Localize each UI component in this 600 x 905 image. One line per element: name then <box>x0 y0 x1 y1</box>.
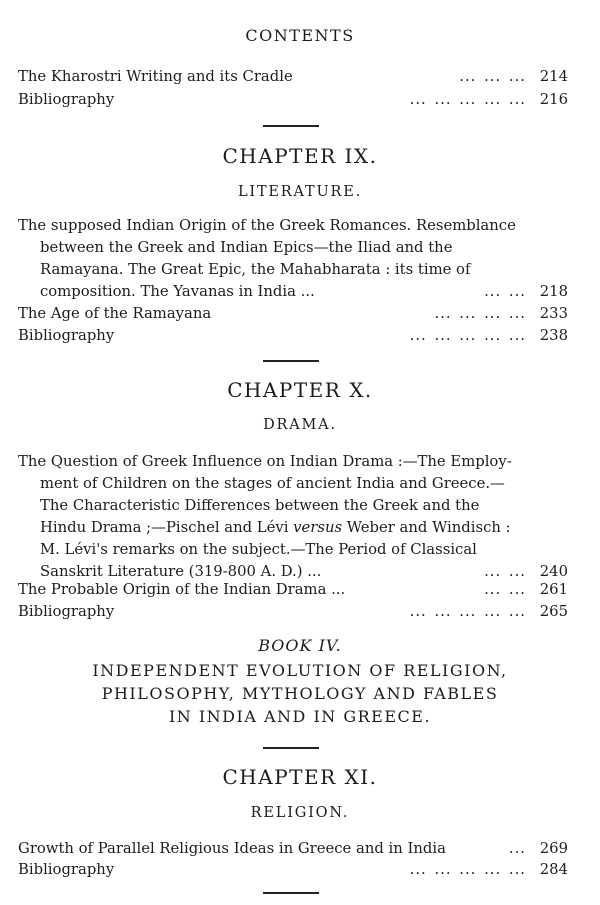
page-number: 233 <box>539 305 568 322</box>
book-iv-title-line: IN INDIA AND IN GREECE. <box>168 707 432 726</box>
entry-title: Bibliography <box>18 603 115 620</box>
entry-title: Bibliography <box>18 91 115 108</box>
page-number: 261 <box>539 581 568 598</box>
entry-title: Bibliography <box>18 861 115 878</box>
leader-dots: ... <box>508 840 526 857</box>
leader-dots: ... ... ... ... ... <box>409 861 526 878</box>
entry-title: Growth of Parallel Religious Ideas in Greece and in India <box>18 840 446 857</box>
toc-entry-parallel-religious-ideas[interactable] <box>18 838 568 860</box>
chapter-ix-heading: CHAPTER IX. <box>222 144 378 168</box>
toc-entry-kharostri[interactable] <box>18 66 568 88</box>
book-iv-label: BOOK IV. <box>258 636 342 655</box>
entry-title: composition. The Yavanas in India ... <box>40 283 315 300</box>
entry-text-line: Ramayana. The Great Epic, the Mahabharata : its time of <box>40 261 471 278</box>
chapter-ix-subheading: LITERATURE. <box>237 184 362 200</box>
leader-dots: ... ... <box>484 581 526 598</box>
page-number: 238 <box>539 327 568 344</box>
chapter-x-heading: CHAPTER X. <box>227 378 373 402</box>
chapter-x-subheading: DRAMA. <box>263 417 337 433</box>
page-number: 240 <box>539 563 568 580</box>
entry-title: Bibliography <box>18 327 115 344</box>
leader-dots: ... ... ... ... <box>434 305 526 322</box>
page-number: 218 <box>539 283 568 300</box>
entry-text-line: Hindu Drama ;—Pischel and Lévi versus Weber and Windisch : <box>40 519 511 536</box>
page-number: 265 <box>539 603 568 620</box>
entry-title: The Age of the Ramayana <box>18 305 212 322</box>
page-number: 269 <box>539 840 568 857</box>
chapter-xi-subheading: RELIGION. <box>250 805 350 821</box>
entry-text-line: between the Greek and Indian Epics—the Iliad and the <box>40 239 453 256</box>
leader-dots: ... ... <box>484 283 526 300</box>
section-divider <box>263 747 319 749</box>
toc-entry-bibliography-3[interactable] <box>18 601 568 623</box>
toc-entry-origin-indian-drama[interactable] <box>18 579 568 601</box>
page-number: 214 <box>539 68 568 85</box>
leader-dots: ... ... ... <box>459 68 526 85</box>
chapter-xi-heading: CHAPTER XI. <box>222 765 378 789</box>
book-iv-title-line: PHILOSOPHY, MYTHOLOGY AND FABLES <box>101 684 499 703</box>
leader-dots: ... ... ... ... ... <box>409 603 526 620</box>
page-number: 284 <box>539 861 568 878</box>
leader-dots: ... ... <box>484 563 526 580</box>
section-divider <box>263 125 319 127</box>
entry-text-line: M. Lévi's remarks on the subject.—The Period of Classical <box>40 541 477 558</box>
entry-title: The Kharostri Writing and its Cradle <box>18 68 293 85</box>
page-number: 216 <box>539 91 568 108</box>
book-iv-title-line: INDEPENDENT EVOLUTION OF RELIGION, <box>92 661 508 680</box>
toc-entry-bibliography-1[interactable] <box>18 89 568 111</box>
entry-text-line: ment of Children on the stages of ancient India and Greece.— <box>40 475 505 492</box>
entry-text-line: The Question of Greek Influence on Indian Drama :—The Employ- <box>18 453 512 470</box>
toc-entry-age-ramayana[interactable] <box>18 303 568 325</box>
section-divider <box>263 360 319 362</box>
leader-dots: ... ... ... ... ... <box>409 327 526 344</box>
toc-entry-bibliography-2[interactable] <box>18 325 568 347</box>
entry-title: The Probable Origin of the Indian Drama ... <box>18 581 346 598</box>
leader-dots: ... ... ... ... ... <box>409 91 526 108</box>
running-head: CONTENTS <box>245 26 355 45</box>
toc-entry-bibliography-4[interactable] <box>18 859 568 881</box>
section-divider <box>263 892 319 894</box>
entry-text-line: The supposed Indian Origin of the Greek Romances. Resemblance <box>18 217 516 234</box>
toc-entry-greek-influence-drama[interactable] <box>18 451 568 583</box>
toc-entry-greek-romances[interactable] <box>18 215 568 303</box>
entry-text-line: The Characteristic Differences between the Greek and the <box>40 497 480 514</box>
entry-title: Sanskrit Literature (319-800 A. D.) ... <box>40 563 322 580</box>
